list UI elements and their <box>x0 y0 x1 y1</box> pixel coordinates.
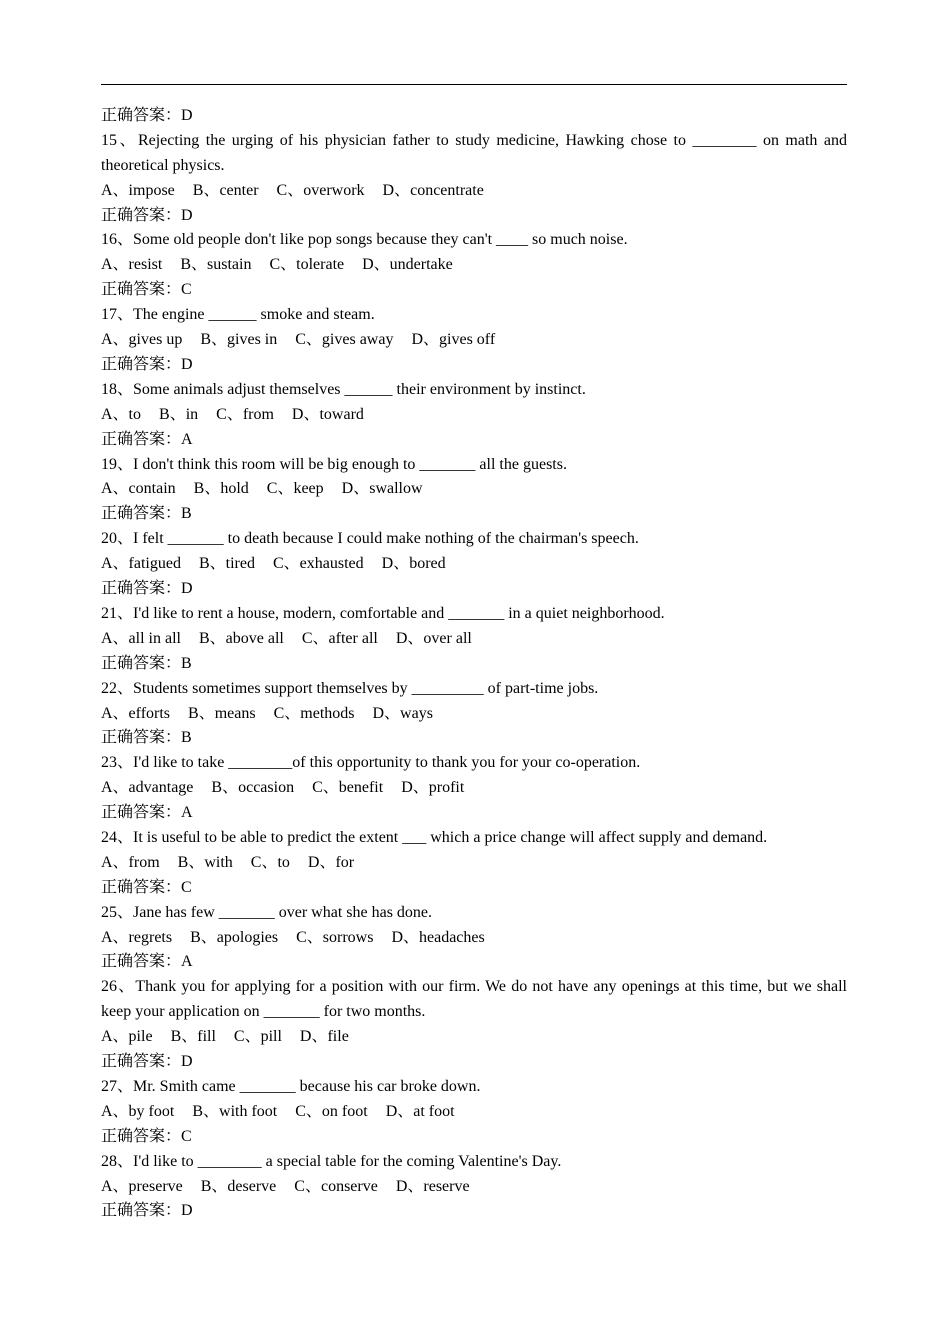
question-item <box>101 527 847 602</box>
options-row <box>101 851 847 876</box>
answer-line: 正确答案：C <box>101 878 192 896</box>
option-b: B、center <box>192 181 259 199</box>
question-stem: 24、It is useful to be able to predict the extent ___ which a price change will affect supply and demand. <box>101 828 768 846</box>
answer-line: 正确答案：D <box>101 206 193 224</box>
options-row <box>101 627 847 652</box>
option-c: C、gives away <box>295 331 394 349</box>
question-list <box>101 104 847 1224</box>
option-c: C、methods <box>273 704 355 722</box>
question-item <box>101 901 847 976</box>
option-d: D、file <box>299 1028 349 1046</box>
question-stem: 15、Rejecting the urging of his physician father to study medicine, Hawking chose to ________ on math and theoretical physics. <box>101 131 847 174</box>
option-c: C、after all <box>301 629 378 647</box>
option-c: C、benefit <box>312 779 384 797</box>
option-a: A、contain <box>101 480 176 498</box>
option-c: C、on foot <box>295 1102 368 1120</box>
options-row <box>101 328 847 353</box>
question-item <box>101 751 847 826</box>
option-d: D、swallow <box>341 480 423 498</box>
answer-line: 正确答案：A <box>101 953 193 971</box>
option-a: A、pile <box>101 1028 153 1046</box>
option-a: A、from <box>101 853 160 871</box>
question-item <box>101 1150 847 1225</box>
question-stem: 22、Students sometimes support themselves by _________ of part-time jobs. <box>101 679 599 697</box>
options-row <box>101 702 847 727</box>
header-rule <box>101 84 847 85</box>
question-item <box>101 129 847 229</box>
option-d: D、concentrate <box>382 181 484 199</box>
question-stem: 20、I felt _______ to death because I could make nothing of the chairman's speech. <box>101 530 639 548</box>
option-d: D、profit <box>401 779 465 797</box>
options-row <box>101 403 847 428</box>
option-d: D、gives off <box>411 331 496 349</box>
options-row <box>101 1025 847 1050</box>
options-row <box>101 477 847 502</box>
answer-line: 正确答案：A <box>101 804 193 822</box>
option-a: A、preserve <box>101 1177 183 1195</box>
option-b: B、fill <box>170 1028 216 1046</box>
option-b: B、hold <box>193 480 249 498</box>
answer-line: 正确答案：D <box>101 1053 193 1071</box>
answer-line: 正确答案：C <box>101 1127 192 1145</box>
question-stem: 17、The engine ______ smoke and steam. <box>101 306 375 324</box>
options-row <box>101 1100 847 1125</box>
question-item <box>101 602 847 677</box>
option-b: B、with foot <box>192 1102 278 1120</box>
answer-line: 正确答案：C <box>101 281 192 299</box>
option-c: C、from <box>216 405 274 423</box>
option-a: A、fatigued <box>101 555 181 573</box>
option-c: C、overwork <box>276 181 365 199</box>
option-a: A、gives up <box>101 331 183 349</box>
option-b: B、occasion <box>211 779 295 797</box>
question-stem: 19、I don't think this room will be big enough to _______ all the guests. <box>101 455 567 473</box>
option-a: A、regrets <box>101 928 173 946</box>
question-item <box>101 826 847 901</box>
options-row <box>101 1175 847 1200</box>
question-item <box>101 1075 847 1150</box>
answer-line: 正确答案：B <box>101 654 192 672</box>
option-d: D、ways <box>372 704 433 722</box>
option-d: D、for <box>307 853 355 871</box>
options-row <box>101 776 847 801</box>
option-a: A、advantage <box>101 779 194 797</box>
option-a: A、efforts <box>101 704 171 722</box>
option-d: D、at foot <box>385 1102 455 1120</box>
option-a: A、by foot <box>101 1102 175 1120</box>
option-c: C、keep <box>266 480 324 498</box>
answer-line: 正确答案：D <box>101 107 193 124</box>
option-b: B、gives in <box>200 331 278 349</box>
question-stem: 23、I'd like to take ________of this opportunity to thank you for your co-operation. <box>101 754 641 772</box>
options-row <box>101 253 847 278</box>
question-item <box>101 453 847 528</box>
answer-line: 正确答案：A <box>101 430 193 448</box>
question-stem: 27、Mr. Smith came _______ because his car broke down. <box>101 1077 481 1095</box>
option-c: C、to <box>250 853 290 871</box>
option-b: B、above all <box>199 629 284 647</box>
option-b: B、means <box>188 704 256 722</box>
answer-line: 正确答案：B <box>101 729 192 747</box>
option-b: B、sustain <box>180 256 252 274</box>
question-item <box>101 303 847 378</box>
answer-line: 正确答案：D <box>101 580 193 598</box>
option-a: A、resist <box>101 256 163 274</box>
option-d: D、undertake <box>362 256 453 274</box>
option-b: B、apologies <box>190 928 279 946</box>
answer-line: 正确答案：D <box>101 355 193 373</box>
question-item <box>101 378 847 453</box>
question-stem: 18、Some animals adjust themselves ______ their environment by instinct. <box>101 380 586 398</box>
answer-line: 正确答案：B <box>101 505 192 523</box>
option-a: A、to <box>101 405 142 423</box>
question-stem: 28、I'd like to ________ a special table for the coming Valentine's Day. <box>101 1152 562 1170</box>
question-item <box>101 228 847 303</box>
options-row <box>101 926 847 951</box>
option-c: C、sorrows <box>296 928 374 946</box>
option-c: C、pill <box>233 1028 282 1046</box>
answer-line: 正确答案：D <box>101 1202 193 1220</box>
option-b: B、deserve <box>200 1177 277 1195</box>
option-c: C、conserve <box>294 1177 378 1195</box>
option-c: C、exhausted <box>272 555 364 573</box>
option-b: B、with <box>177 853 233 871</box>
question-stem: 21、I'd like to rent a house, modern, comfortable and _______ in a quiet neighborhood. <box>101 604 665 622</box>
question-item <box>101 677 847 752</box>
option-a: A、impose <box>101 181 175 199</box>
option-b: B、tired <box>198 555 255 573</box>
option-d: D、headaches <box>391 928 485 946</box>
option-d: D、toward <box>291 405 364 423</box>
question-item <box>101 975 847 1075</box>
options-row <box>101 179 847 204</box>
option-d: D、reserve <box>395 1177 470 1195</box>
option-b: B、in <box>159 405 199 423</box>
option-c: C、tolerate <box>269 256 345 274</box>
question-stem: 16、Some old people don't like pop songs because they can't ____ so much noise. <box>101 231 628 249</box>
question-stem: 26、Thank you for applying for a position with our firm. We do not have any openings at this time, but we shall keep your application on _______ for two months. <box>101 978 847 1021</box>
options-row <box>101 552 847 577</box>
option-d: D、over all <box>395 629 472 647</box>
option-d: D、bored <box>381 555 446 573</box>
question-stem: 25、Jane has few _______ over what she has done. <box>101 903 433 921</box>
option-a: A、all in all <box>101 629 181 647</box>
